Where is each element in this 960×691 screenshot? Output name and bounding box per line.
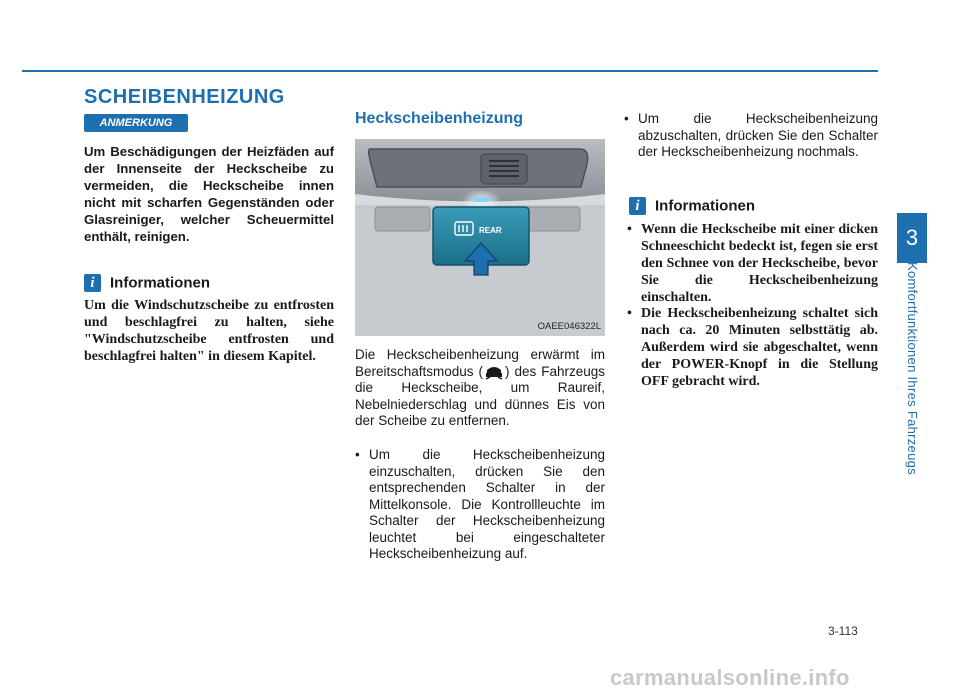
info-title: Informationen — [655, 197, 755, 215]
para-part-2: ) des Fahrzeugs die Heckscheibe, um Raureif, Nebelniederschlag und dünnes Eis von der Scheibe zu entfernen. — [355, 363, 605, 428]
info-bullet-text: Wenn die Heckscheibe mit einer dicken Schneeschicht bedeckt ist, fegen sie erst den Schnee von der Heckscheibe, bevor Sie die Heckscheibenheizung einschalten. — [641, 222, 878, 305]
watermark: carmanualsonline.info — [610, 665, 850, 690]
bullet-dot: • — [627, 306, 632, 321]
info-heading — [629, 197, 755, 215]
section-title: SCHEIBENHEIZUNG — [84, 86, 285, 108]
figure-caption: OAEE046322L — [537, 321, 601, 332]
bullet-dot: • — [624, 111, 629, 126]
chapter-title: Komfortfunktionen Ihres Fahrzeugs — [905, 262, 920, 475]
info-icon: i — [629, 197, 646, 215]
list-item — [627, 221, 878, 307]
info-bullet-text: Die Heckscheibenheizung schaltet sich nach ca. 20 Minuten selbsttätig ab. Außerdem wird sie abgeschaltet, wenn der POWER-Knopf in die Stellung OFF gebracht wird. — [641, 306, 878, 389]
note-badge: ANMERKUNG — [84, 114, 188, 132]
para-part-1: Die Heckscheibenheizung erwärmt im Bereitschaftsmodus ( — [355, 347, 605, 379]
bullet-text: Um die Heckscheibenheizung abzuschalten, drücken Sie den Schalter der Heckscheibenheizung nochmals. — [638, 111, 878, 159]
chapter-tab: 3 — [897, 213, 927, 263]
page-number: 3-113 — [828, 624, 858, 638]
console-figure — [355, 139, 605, 336]
rear-defrost-switch-illustration — [355, 139, 605, 336]
info-icon: i — [84, 274, 101, 292]
header-rule — [22, 70, 878, 72]
info-heading — [84, 274, 210, 292]
bullet-dot: • — [355, 447, 360, 462]
list-item — [355, 447, 605, 565]
info-text: Um die Windschutzscheibe zu entfrosten und beschlagfrei zu halten, siehe "Windschutzscheibe entfrosten und beschlagfrei halten" in diesem Kapitel. — [84, 298, 334, 364]
list-item — [627, 305, 878, 391]
list-item — [624, 111, 878, 181]
subsection-title: Heckscheibenheizung — [355, 110, 524, 127]
car-defrost-icon — [483, 364, 505, 380]
rear-button-label: REAR — [479, 226, 502, 235]
info-title: Informationen — [110, 274, 210, 292]
note-text: Um Beschädigungen der Heizfäden auf der Innenseite der Heckscheibe zu vermeiden, die Heckscheibe innen nicht mit scharfen Gegenständen oder Glasreiniger, welcher Scheuermittel enthält, reinigen. — [84, 144, 334, 244]
body-paragraph — [355, 347, 605, 430]
bullet-dot: • — [627, 222, 632, 237]
bullet-text: Um die Heckscheibenheizung einzuschalten, drücken Sie den entsprechenden Schalter in der Mittelkonsole. Die Kontrollleuchte im Schalter der Heckscheibenheizung leuchtet bei eingeschalteter Heckscheibenheizung auf. — [369, 447, 605, 561]
